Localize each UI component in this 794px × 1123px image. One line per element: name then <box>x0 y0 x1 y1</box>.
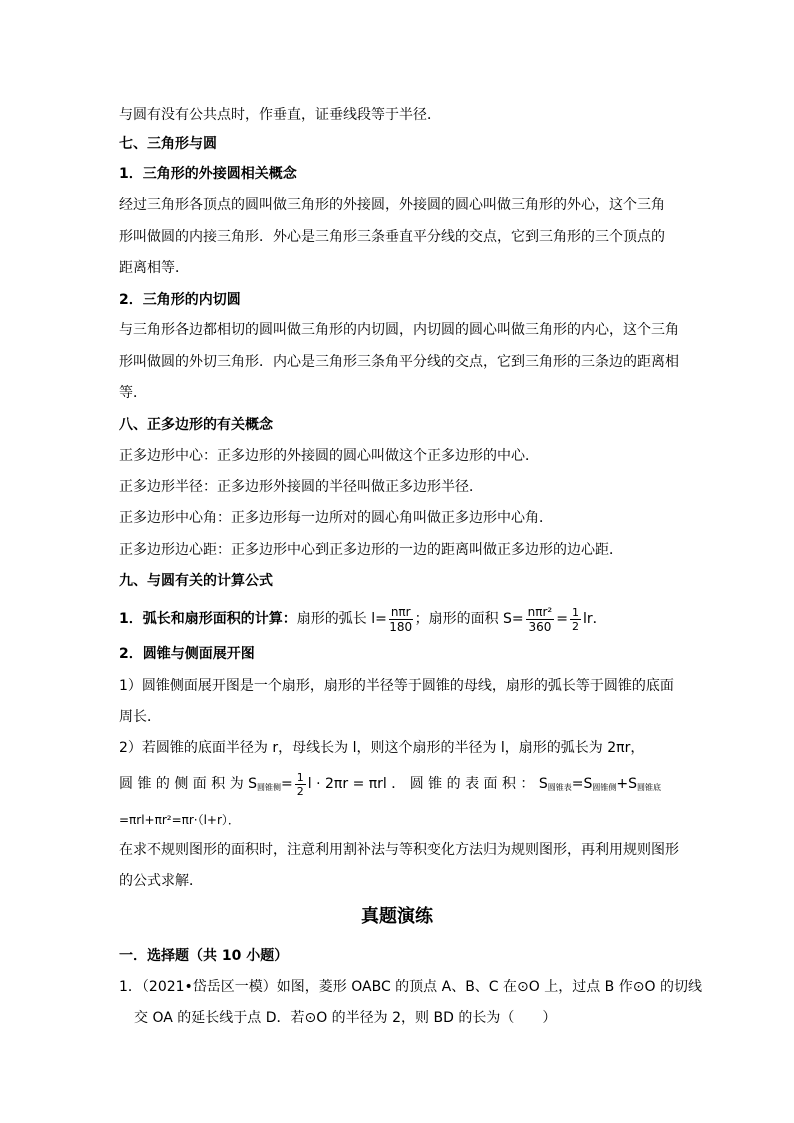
formula-text: = <box>281 776 293 792</box>
heading-triangle-circle: 七、三角形与圆 <box>119 136 217 152</box>
text-line: 正多边形半径：正多边形外接圆的半径叫做正多边形半径． <box>119 479 483 495</box>
subheading-arc-sector: 1．弧长和扇形面积的计算： <box>119 611 297 627</box>
heading-circle-formulas: 九、与圆有关的计算公式 <box>119 573 273 589</box>
fraction-denominator: 180 <box>389 619 413 634</box>
question-1-line: 1．（2021•岱岳区一模）如图，菱形 OABC 的顶点 A、B、C 在⊙O 上，过点 B 作⊙O 的切线 <box>119 979 702 995</box>
formula-text: 扇形的弧长 l= <box>296 611 387 627</box>
text-line: 形叫做圆的内接三角形．外心是三角形三条垂直平分线的交点，它到三角形的三个顶点的 <box>119 229 665 245</box>
formula-line-arc-area <box>119 602 607 636</box>
text-line: 1）圆锥侧面展开图是一个扇形，扇形的半径等于圆锥的母线，扇形的弧长等于圆锥的底面 <box>119 678 674 694</box>
fraction-arc-length <box>389 606 413 633</box>
fraction-half <box>570 607 581 632</box>
fraction-sector-area <box>526 606 555 633</box>
question-section-header: 一．选择题（共 10 小题） <box>119 948 289 964</box>
text-line: 与圆有没有公共点时，作垂直，证垂线段等于半径． <box>119 107 441 123</box>
subscript: 圆锥底 <box>637 783 662 792</box>
formula-text: ；扇形的面积 S= <box>414 611 524 627</box>
fraction-half <box>295 772 306 797</box>
text-line: 等． <box>119 385 147 401</box>
fraction-numerator: 1 <box>571 605 579 619</box>
question-1-line: 交 OA 的延长线于点 D．若⊙O 的半径为 2，则 BD 的长为（ ） <box>134 1010 557 1026</box>
subscript: 圆锥表 <box>547 783 572 792</box>
subheading-circumcircle: 1．三角形的外接圆相关概念 <box>119 166 297 182</box>
fraction-denominator: 2 <box>571 619 579 633</box>
text-line: 形叫做圆的外切三角形．内心是三角形三条角平分线的交点，它到三角形的三条边的距离相 <box>119 354 679 370</box>
subheading-cone: 2．圆锥与侧面展开图 <box>119 646 255 662</box>
subscript: 圆锥侧 <box>257 783 282 792</box>
formula-text: = <box>556 611 568 627</box>
formula-text: =S <box>571 776 593 792</box>
subscript: 圆锥侧 <box>592 783 617 792</box>
formula-line-cone-area <box>119 767 661 805</box>
text-line: 正多边形中心角：正多边形每一边所对的圆心角叫做正多边形中心角． <box>119 510 553 526</box>
text-line: 周长． <box>119 709 161 725</box>
text-line: 正多边形边心距：正多边形中心到正多边形的一边的距离叫做正多边形的边心距． <box>119 542 623 558</box>
section-title: 真题演练 <box>361 906 433 927</box>
text-line: 与三角形各边都相切的圆叫做三角形的内切圆，内切圆的圆心叫做三角形的内心，这个三角 <box>119 322 679 338</box>
formula-text: 圆 锥 的 侧 面 积 为 S <box>119 776 258 792</box>
fraction-denominator: 360 <box>528 619 552 634</box>
text-line: 在求不规则图形的面积时，注意利用割补法与等积变化方法归为规则图形，再利用规则图形 <box>119 842 679 858</box>
text-line: 的公式求解． <box>119 873 203 889</box>
text-line: 经过三角形各顶点的圆叫做三角形的外接圆，外接圆的圆心叫做三角形的外心，这个三角 <box>119 197 665 213</box>
text-line: 距离相等． <box>119 260 189 276</box>
fraction-numerator: nπr <box>390 604 411 619</box>
subheading-incircle: 2．三角形的内切圆 <box>119 292 241 308</box>
formula-text: lr． <box>582 611 607 627</box>
fraction-denominator: 2 <box>296 784 304 798</box>
heading-regular-polygon: 八、正多边形的有关概念 <box>119 417 273 433</box>
formula-line-cone-surface: =πrl+πr²=πr·（l+r）． <box>119 813 240 827</box>
fraction-numerator: nπr² <box>527 604 553 619</box>
text-line: 正多边形中心：正多边形的外接圆的圆心叫做这个正多边形的中心． <box>119 448 539 464</box>
formula-text: +S <box>616 776 638 792</box>
text-line: 2）若圆锥的底面半径为 r，母线长为 l，则这个扇形的半径为 l，扇形的弧长为 2πr， <box>119 740 645 756</box>
formula-text: l · 2πr = πrl ． 圆 锥 的 表 面 积 ： S <box>307 776 548 792</box>
fraction-numerator: 1 <box>296 770 304 784</box>
